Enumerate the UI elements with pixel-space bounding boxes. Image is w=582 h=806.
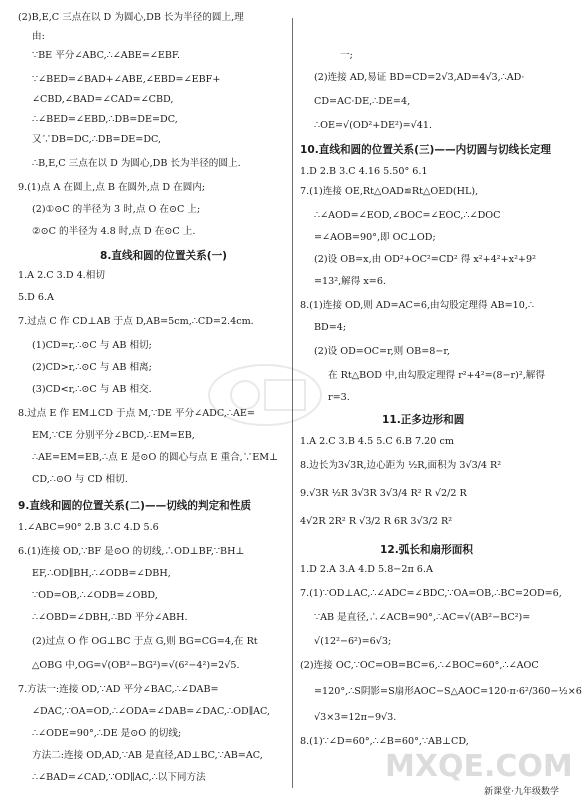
text-line: 1.A 2.C 3.B 4.5 5.C 6.B 7.20 cm bbox=[300, 436, 454, 447]
text-line: ∴B,E,C 三点在以 D 为圆心,DB 长为半径的圆上. bbox=[32, 158, 241, 169]
section-heading: 10.直线和圆的位置关系(三)——内切圆与切线长定理 bbox=[300, 144, 551, 156]
text-line: CD,∴⊙O 与 CD 相切. bbox=[32, 474, 128, 485]
faint-stamp-graphic bbox=[205, 360, 325, 430]
text-line: (1)CD=r,∴⊙C 与 AB 相切; bbox=[32, 340, 152, 351]
text-line: 7.(1)∵OD⊥AC,∴∠ADC=∠BDC,∵OA=OB,∴BC=2OD=6, bbox=[300, 588, 562, 599]
text-line: 7.(1)连接 OE,Rt△OAD≌Rt△OED(HL), bbox=[300, 186, 479, 197]
text-line: ∴∠BAD=∠CAD,∵OD∥AC,∴以下同方法 bbox=[32, 772, 206, 783]
text-line: 一; bbox=[340, 50, 353, 61]
text-line: 1.D 2.A 3.A 4.D 5.8−2π 6.A bbox=[300, 564, 433, 575]
section-heading: 8.直线和圆的位置关系(一) bbox=[100, 250, 228, 262]
text-line: (2)设 OD=OC=r,则 OB=8−r, bbox=[314, 346, 450, 357]
text-line: (3)CD<r,∴⊙C 与 AB 相交. bbox=[32, 384, 152, 395]
section-heading: 9.直线和圆的位置关系(二)——切线的判定和性质 bbox=[18, 500, 251, 512]
text-line: (2)①⊙C 的半径为 3 时,点 O 在⊙C 上; bbox=[32, 204, 201, 215]
text-line: ∵OD=OB,∴∠ODB=∠OBD, bbox=[32, 590, 158, 601]
text-line: EM,∵CE 分别平分∠BCD,∴EM=EB, bbox=[32, 430, 195, 441]
text-line: ∴OE=√(OD²+DE²)=√41. bbox=[314, 120, 433, 131]
text-line: EF,∴OD∥BH,∴∠ODB=∠DBH, bbox=[32, 568, 171, 579]
text-line: 9.√3R ½R 3√3R 3√3/4 R² R √2/2 R bbox=[300, 488, 467, 499]
text-line: ∴∠BED=∠EBD,∴DB=DE=DC, bbox=[32, 114, 178, 125]
text-line: √3×3=12π−9√3. bbox=[314, 712, 397, 723]
text-line: ∠CBD,∠BAD=∠CAD=∠CBD, bbox=[32, 94, 174, 105]
watermark-logo bbox=[385, 740, 573, 790]
text-line: CD=AC·DE,∴DE=4, bbox=[314, 96, 411, 107]
svg-text:MXQE.COM: MXQE.COM bbox=[385, 749, 573, 784]
text-line: 8.过点 E 作 EM⊥CD 于点 M,∵DE 平分∠ADC,∴AE= bbox=[18, 408, 255, 419]
text-line: BD=4; bbox=[314, 322, 347, 333]
text-line: (2)过点 O 作 OG⊥BC 于点 G,则 BG=CG=4,在 Rt bbox=[32, 636, 258, 647]
text-line: ∠DAC,∵OA=OD,∴∠ODA=∠DAB=∠DAC,∴OD∥AC, bbox=[32, 706, 271, 717]
text-line: ∴∠OBD=∠DBH,∴BD 平分∠ABH. bbox=[32, 612, 188, 623]
text-line: 1.D 2.B 3.C 4.16 5.50° 6.1 bbox=[300, 166, 428, 177]
text-line: =120°,∴S阴影=S扇形AOC−S△AOC=120·π·6²/360−½×6 bbox=[314, 686, 582, 697]
text-line: ∵∠BED=∠BAD+∠ABE,∠EBD=∠EBF+ bbox=[32, 74, 221, 85]
text-line: (2)连接 OC,∵OC=OB=BC=6,∴∠BOC=60°,∴∠AOC bbox=[300, 660, 539, 671]
text-line: √(12²−6²)=6√3; bbox=[314, 636, 392, 647]
text-line: 8.边长为3√3R,边心距为 ½R,面积为 3√3/4 R² bbox=[300, 460, 502, 471]
text-line: ∴∠AOD=∠EOD,∠BOC=∠EOC,∴∠DOC bbox=[314, 210, 501, 221]
section-heading: 12.弧长和扇形面积 bbox=[380, 544, 473, 556]
text-line: ∴AE=EM=EB,∴点 E 是⊙O 的圆心与点 E 重合,∵EM⊥ bbox=[32, 452, 279, 463]
text-line: 又∵DB=DC,∴DB=DE=DC, bbox=[32, 134, 162, 145]
text-line: 6.(1)连接 OD,∵BF 是⊙O 的切线,∴OD⊥BF,∵BH⊥ bbox=[18, 546, 245, 557]
section-heading: 11.正多边形和圆 bbox=[382, 414, 465, 426]
text-line: r=3. bbox=[328, 392, 350, 403]
text-line: 1.A 2.C 3.D 4.相切 bbox=[18, 270, 105, 281]
text-line: (2)设 OB=x,由 OD²+OC²=CD² 得 x²+4²+x²+9² bbox=[314, 254, 536, 265]
right-column bbox=[300, 0, 582, 806]
text-line: 7.过点 C 作 CD⊥AB 于点 D,AB=5cm,∴CD=2.4cm. bbox=[18, 316, 254, 327]
text-line: 9.(1)点 A 在圆上,点 B 在圆外,点 D 在圆内; bbox=[18, 182, 206, 193]
text-line: ∵AB 是直径,∴∠ACB=90°,∴AC=√(AB²−BC²)= bbox=[314, 612, 531, 623]
text-line: 7.方法一:连接 OD,∵AD 平分∠BAC,∴∠DAB= bbox=[18, 684, 219, 695]
text-line: 4√2R 2R² R √3/2 R 6R 3√3/2 R² bbox=[300, 516, 453, 527]
text-line: 方法二:连接 OD,AD,∵AB 是直径,AD⊥BC,∵AB=AC, bbox=[32, 750, 263, 761]
text-line: =∠AOB=90°,即 OC⊥OD; bbox=[314, 232, 436, 243]
text-line: ②⊙C 的半径为 4.8 时,点 D 在⊙C 上. bbox=[32, 226, 196, 237]
text-line: =13²,解得 x=6. bbox=[314, 276, 386, 287]
text-line: ∵BE 平分∠ABC,∴∠ABE=∠EBF. bbox=[32, 50, 181, 61]
text-line: (2)B,E,C 三点在以 D 为圆心,DB 长为半径的圆上,理 bbox=[18, 12, 244, 23]
text-line: (2)CD>r,∴⊙C 与 AB 相离; bbox=[32, 362, 152, 373]
text-line: 8.(1)∵∠D=60°,∴∠B=60°,∵AB⊥CD, bbox=[300, 736, 469, 747]
text-line: 8.(1)连接 OD,则 AD=AC=6,由勾股定理得 AB=10,∴ bbox=[300, 300, 534, 311]
text-line: 5.D 6.A bbox=[18, 292, 54, 303]
text-line: ∴∠ODE=90°,∴DE 是⊙O 的切线; bbox=[32, 728, 182, 739]
text-line: △OBG 中,OG=√(OB²−BG²)=√(6²−4²)=2√5. bbox=[32, 660, 240, 671]
text-line: 在 Rt△BOD 中,由勾股定理得 r²+4²=(8−r)²,解得 bbox=[328, 370, 545, 381]
text-line: (2)连接 AD,易证 BD=CD=2√3,AD=4√3,∴AD· bbox=[314, 72, 525, 83]
page-footer: 新课堂·九年级数学 bbox=[484, 787, 559, 797]
text-line: 1.∠ABC=90° 2.B 3.C 4.D 5.6 bbox=[18, 522, 159, 533]
text-line: 由: bbox=[32, 31, 45, 42]
